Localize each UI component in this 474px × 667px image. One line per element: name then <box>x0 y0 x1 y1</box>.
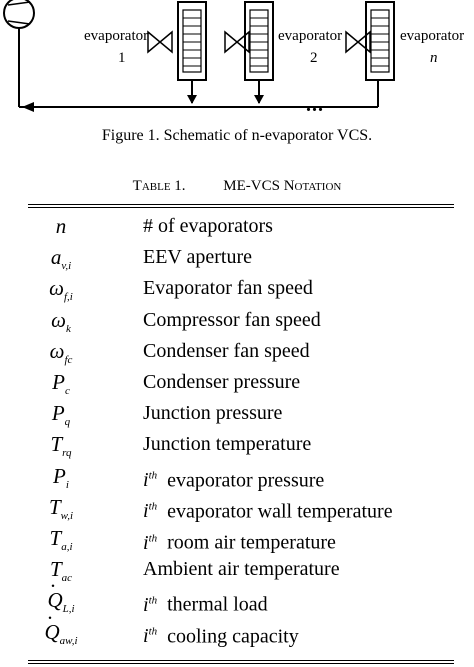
ith-prefix: $i^{th}$ <box>143 531 158 554</box>
table-row <box>0 429 474 460</box>
description-text: cooling capacity <box>167 625 299 648</box>
evaporator-1-index: 1 <box>118 50 126 66</box>
symbol-base: ω <box>51 307 66 332</box>
ith-prefix: $i^{th}$ <box>143 500 158 523</box>
symbol-subscript: q <box>64 416 71 429</box>
symbol-subscript: a,i <box>61 541 73 554</box>
symbol-base: a <box>50 245 62 270</box>
table-row <box>0 398 474 429</box>
symbol-base: ω <box>49 338 65 363</box>
table-row <box>0 336 474 367</box>
notation-description <box>143 305 321 335</box>
symbol-subscript: v,i <box>61 260 72 273</box>
notation-description <box>143 617 299 652</box>
ith-prefix: $i^{th}$ <box>143 625 158 648</box>
notation-description <box>143 585 268 620</box>
table-row <box>0 617 474 648</box>
symbol-subscript: L,i <box>62 603 75 616</box>
symbol-base: T <box>49 557 62 582</box>
description-text: Condenser pressure <box>143 371 301 393</box>
table-row <box>0 523 474 554</box>
symbol-base: T <box>48 494 61 519</box>
notation-description <box>143 429 311 459</box>
notation-description <box>143 523 336 558</box>
figure-caption: Figure 1. Schematic of n-evaporator VCS. <box>101 127 373 144</box>
more-evaporators-ellipsis: ... <box>306 94 324 116</box>
notation-description <box>143 398 282 428</box>
symbol-base: P <box>51 401 65 426</box>
symbol-subscript: w,i <box>60 509 73 522</box>
evaporator-1-label: evaporator <box>84 28 149 44</box>
description-text: Junction temperature <box>143 433 312 456</box>
evaporator-1-unit <box>148 2 206 104</box>
evaporator-n-label: evaporator <box>400 28 465 44</box>
evaporator-2-index: 2 <box>310 50 318 66</box>
symbol-base-dotted: · Q <box>47 585 62 615</box>
table-top-rule-double <box>28 207 454 208</box>
table-row <box>0 242 474 273</box>
symbol-base: T <box>50 432 63 457</box>
symbol-base: n <box>55 214 67 238</box>
schematic-diagram <box>0 0 474 122</box>
table-row <box>0 585 474 616</box>
notation-description <box>143 554 340 584</box>
table-title: ME-VCS Notation <box>223 178 342 194</box>
description-text: Evaporator fan speed <box>143 277 313 300</box>
notation-description <box>143 242 252 272</box>
evaporator-n-unit <box>346 2 394 107</box>
notation-description <box>143 461 324 496</box>
notation-description <box>143 211 273 241</box>
schematic-figure <box>0 0 474 122</box>
description-text: evaporator wall temperature <box>167 500 393 523</box>
symbol-base: ω <box>49 276 64 301</box>
table-row <box>0 461 474 492</box>
symbol-subscript: i <box>65 478 69 491</box>
table-row <box>0 492 474 523</box>
symbol-base: P <box>53 463 66 488</box>
symbol-subscript: c <box>64 385 70 398</box>
table-top-rule <box>28 204 454 205</box>
symbol-base-dotted: · Q <box>45 617 60 647</box>
symbol-subscript: rq <box>62 447 72 460</box>
table-bottom-rule-double <box>28 663 454 664</box>
description-text: Junction pressure <box>143 402 283 425</box>
description-text: thermal load <box>167 594 268 617</box>
table-bottom-rule <box>28 660 454 661</box>
evaporator-n-index: n <box>430 50 438 66</box>
table-row <box>0 211 474 242</box>
ith-prefix: $i^{th}$ <box>143 469 158 492</box>
symbol-subscript: f,i <box>63 291 73 304</box>
table-row <box>0 305 474 336</box>
symbol-subscript: ac <box>61 572 73 585</box>
evaporator-2-unit <box>225 2 273 104</box>
description-text: Ambient air temperature <box>143 558 340 581</box>
ith-prefix: $i^{th}$ <box>143 594 158 617</box>
symbol-subscript: k <box>65 322 71 335</box>
evaporator-2-label: evaporator <box>278 28 343 44</box>
table-label: Table 1. <box>132 178 186 194</box>
notation-description <box>143 336 310 366</box>
symbol-base: T <box>49 526 62 550</box>
table-row <box>0 367 474 398</box>
description-text: Compressor fan speed <box>143 308 321 331</box>
table-row <box>0 554 474 585</box>
description-text: room air temperature <box>167 531 336 554</box>
notation-symbol <box>32 211 90 241</box>
description-text: evaporator pressure <box>167 469 325 492</box>
symbol-subscript: aw,i <box>59 634 78 647</box>
description-text: # of evaporators <box>143 215 273 237</box>
notation-description <box>143 367 300 397</box>
notation-description <box>143 273 313 303</box>
symbol-subscript: fc <box>64 353 73 366</box>
flow-arrow-left <box>22 102 34 112</box>
notation-symbol <box>32 617 90 656</box>
table-row <box>0 273 474 304</box>
description-text: Condenser fan speed <box>143 339 310 362</box>
notation-description <box>143 492 393 527</box>
symbol-base: P <box>52 370 65 394</box>
table-caption <box>0 176 474 196</box>
description-text: EEV aperture <box>143 246 253 269</box>
